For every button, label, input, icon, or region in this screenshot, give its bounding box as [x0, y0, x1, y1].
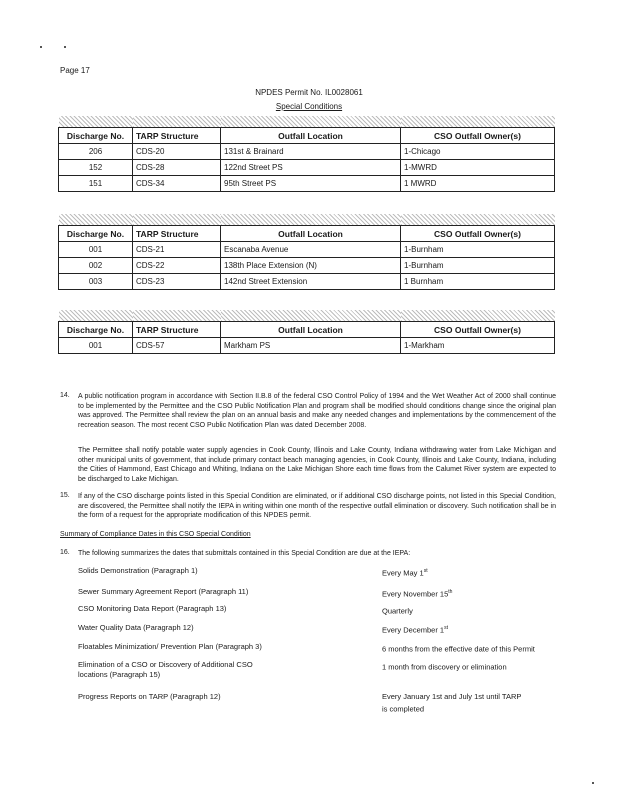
column-header: TARP Structure [133, 322, 221, 338]
tarp-structure: CDS-28 [133, 160, 221, 176]
compliance-date-row [78, 692, 522, 716]
discharge-no: 001 [59, 338, 133, 354]
table-header-row [59, 128, 555, 144]
paragraph-14-notification: The Permittee shall notify potable water supply agencies in Cook County, Illinois and Lake County, Indiana withdrawing water from Lake Michigan and other municipal units of government, that include primary contact beach managing agencies, in Cook County, Illinois and Lake County, Indiana, including the Cities of Hammond, East Chicago and Whiting, Indiana on the Lake Michigan Shore each time flows from the Calumet River system are expected to be discharged to Lake Michigan. [78, 447, 556, 483]
table-row [59, 160, 555, 176]
due-date: Every May 1st [382, 568, 428, 578]
column-header: Discharge No. [59, 128, 133, 144]
scan-speck [64, 46, 66, 48]
submittal-name: Elimination of a CSO or Discovery of Additional CSO locations (Paragraph 15) [78, 660, 253, 679]
table-row [59, 258, 555, 274]
outfall-location: 95th Street PS [221, 176, 401, 192]
tarp-structure: CDS-57 [133, 338, 221, 354]
discharge-no: 151 [59, 176, 133, 192]
table-row [59, 338, 555, 354]
paragraph-16: The following summarizes the dates that submittals contained in this Special Condition are due at the IEPA: [78, 550, 411, 557]
due-date: Every December 1st [382, 625, 448, 635]
outfall-owner: 1 MWRD [401, 176, 555, 192]
tarp-structure: CDS-20 [133, 144, 221, 160]
column-header: Discharge No. [59, 226, 133, 242]
outfall-owner: 1-MWRD [401, 160, 555, 176]
discharge-no: 001 [59, 242, 133, 258]
cso-table-1 [58, 116, 555, 192]
compliance-date-row [78, 587, 518, 599]
table-scan-band [59, 310, 555, 322]
submittal-name: Progress Reports on TARP (Paragraph 12) [78, 692, 221, 701]
discharge-no: 002 [59, 258, 133, 274]
due-date: Every January 1st and July 1st until TARP is completed [382, 692, 522, 714]
summary-heading: Summary of Compliance Dates in this CSO Special Condition [60, 531, 251, 538]
submittal-name: Water Quality Data (Paragraph 12) [78, 623, 194, 632]
scan-speck [40, 46, 42, 48]
tarp-structure: CDS-23 [133, 274, 221, 290]
scan-speck [592, 782, 594, 784]
paragraph-16-number: 16. [60, 549, 70, 556]
outfall-owner: 1-Burnham [401, 258, 555, 274]
cso-table-3 [58, 310, 555, 354]
paragraph-14: A public notification program in accordance with Section II.B.8 of the federal CSO Control Policy of 1994 and the Wet Weather Act of 2000 shall continue to be implemented by the Permittee and the CSO Public Notification Plan and program shall be modified should conditions change since the original plan was approved. The Permittee shall review the plan on an annual basis and make any needed changes and implementations by the commencement of the recreation season. The most recent CSO Public Notification Plan was dated December 2008. [78, 393, 556, 429]
column-header: CSO Outfall Owner(s) [401, 128, 555, 144]
outfall-owner: 1 Burnham [401, 274, 555, 290]
due-date: 1 month from discovery or elimination [382, 662, 507, 672]
permit-number: NPDES Permit No. IL0028061 [255, 88, 363, 97]
compliance-date-row [78, 623, 518, 635]
discharge-no: 003 [59, 274, 133, 290]
table-scan-band [59, 116, 555, 128]
column-header: CSO Outfall Owner(s) [401, 226, 555, 242]
outfall-location: 142nd Street Extension [221, 274, 401, 290]
discharge-no: 152 [59, 160, 133, 176]
table-row [59, 176, 555, 192]
tarp-structure: CDS-34 [133, 176, 221, 192]
outfall-location: 131st & Brainard [221, 144, 401, 160]
outfall-owner: 1-Chicago [401, 144, 555, 160]
submittal-name: Floatables Minimization/ Prevention Plan (Paragraph 3) [78, 642, 262, 651]
column-header: TARP Structure [133, 128, 221, 144]
column-header: CSO Outfall Owner(s) [401, 322, 555, 338]
column-header: Discharge No. [59, 322, 133, 338]
compliance-date-row [78, 604, 518, 616]
submittal-name: Solids Demonstration (Paragraph 1) [78, 566, 198, 575]
outfall-owner: 1-Burnham [401, 242, 555, 258]
outfall-location: 122nd Street PS [221, 160, 401, 176]
table-header-row [59, 226, 555, 242]
table-row [59, 274, 555, 290]
paragraph-15: If any of the CSO discharge points listed in this Special Condition are eliminated, or if additional CSO discharge points, not listed in this Special Condition, are discovered, the Permittee shall notify the IEPA in writing within one month of the respective outfall elimination or discovery. Such notification shall be in the form of a request for the appropriate modification of this NPDES permit. [78, 493, 556, 519]
paragraph-15-number: 15. [60, 492, 70, 499]
due-date: Every November 15th [382, 589, 453, 599]
column-header: TARP Structure [133, 226, 221, 242]
tarp-structure: CDS-22 [133, 258, 221, 274]
column-header: Outfall Location [221, 322, 401, 338]
special-conditions-title: Special Conditions [275, 102, 343, 111]
cso-table-2 [58, 214, 555, 290]
table-header-row [59, 322, 555, 338]
table-scan-band [59, 214, 555, 226]
column-header: Outfall Location [221, 226, 401, 242]
column-header: Outfall Location [221, 128, 401, 144]
outfall-location: 138th Place Extension (N) [221, 258, 401, 274]
paragraph-14-number: 14. [60, 392, 70, 399]
outfall-location: Escanaba Avenue [221, 242, 401, 258]
due-date: 6 months from the effective date of this Permit [382, 644, 535, 654]
outfall-location: Markham PS [221, 338, 401, 354]
submittal-name: Sewer Summary Agreement Report (Paragraph 11) [78, 587, 249, 596]
discharge-no: 206 [59, 144, 133, 160]
outfall-owner: 1-Markham [401, 338, 555, 354]
submittal-name: CSO Monitoring Data Report (Paragraph 13) [78, 604, 227, 613]
tarp-structure: CDS-21 [133, 242, 221, 258]
compliance-date-row [78, 566, 518, 578]
compliance-date-row [78, 642, 535, 654]
compliance-date-row [78, 660, 518, 684]
table-row [59, 242, 555, 258]
due-date: Quarterly [382, 606, 413, 616]
page-number: Page 17 [60, 66, 90, 75]
table-row [59, 144, 555, 160]
